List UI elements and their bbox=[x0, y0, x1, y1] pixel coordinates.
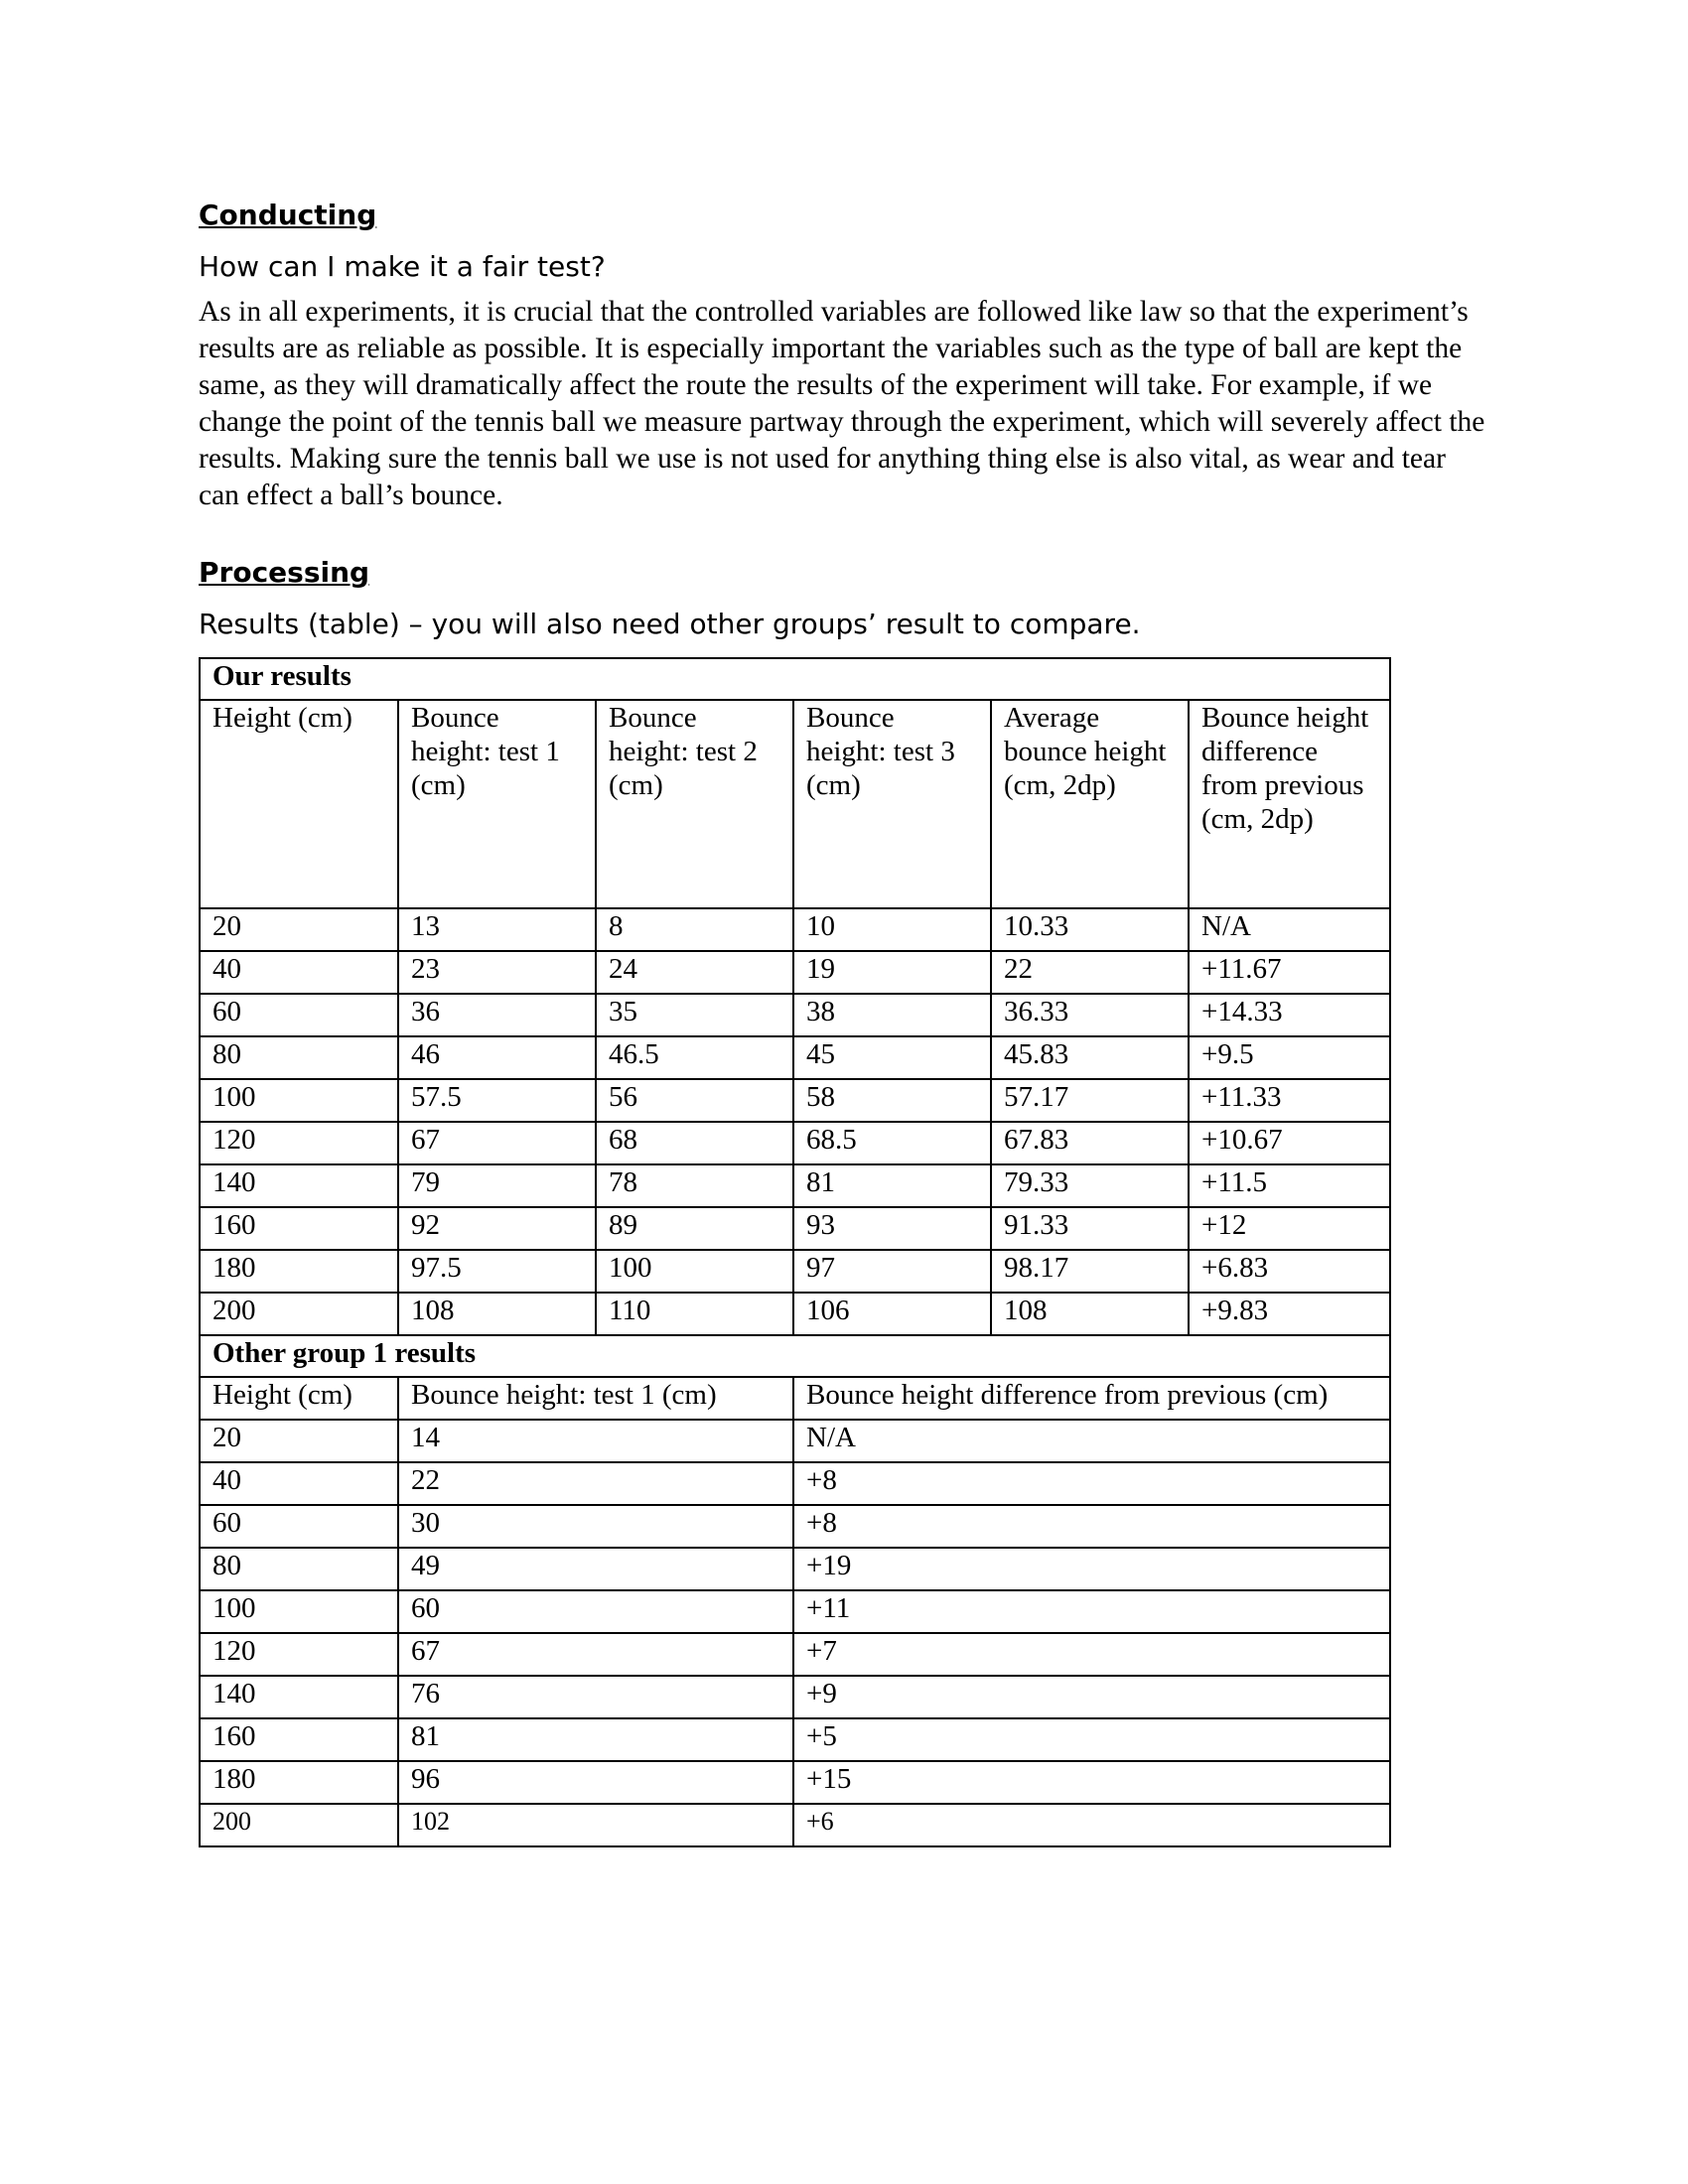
table-cell: +11 bbox=[793, 1590, 1390, 1633]
table-cell: 180 bbox=[200, 1250, 398, 1293]
table-cell: 97 bbox=[793, 1250, 991, 1293]
other-header-difference: Bounce height difference from previous (cm) bbox=[793, 1377, 1390, 1420]
table-cell: 67 bbox=[398, 1122, 596, 1164]
table-cell: 160 bbox=[200, 1718, 398, 1761]
table-row bbox=[200, 1633, 1390, 1676]
table-row bbox=[200, 1036, 1390, 1079]
table-cell: 60 bbox=[398, 1590, 793, 1633]
table-cell: 20 bbox=[200, 908, 398, 951]
table-cell: 22 bbox=[991, 951, 1189, 994]
document-page bbox=[199, 199, 1489, 1847]
table-cell: 10 bbox=[793, 908, 991, 951]
header-difference: Bounce height difference from previous (cm, 2dp) bbox=[1189, 700, 1390, 908]
table-cell: 97.5 bbox=[398, 1250, 596, 1293]
header-test-3: Bounce height: test 3 (cm) bbox=[793, 700, 991, 908]
table-cell: 81 bbox=[793, 1164, 991, 1207]
table-cell: 35 bbox=[596, 994, 793, 1036]
table-cell: 180 bbox=[200, 1761, 398, 1804]
table-row bbox=[200, 1761, 1390, 1804]
other-group-1-title-row bbox=[200, 1335, 1390, 1377]
table-row bbox=[200, 1420, 1390, 1462]
table-cell: 68 bbox=[596, 1122, 793, 1164]
table-cell: 36 bbox=[398, 994, 596, 1036]
table-cell: 58 bbox=[793, 1079, 991, 1122]
other-group-1-header-row bbox=[200, 1377, 1390, 1420]
table-cell: 38 bbox=[793, 994, 991, 1036]
table-cell: 57.5 bbox=[398, 1079, 596, 1122]
table-row bbox=[200, 1548, 1390, 1590]
other-header-height: Height (cm) bbox=[200, 1377, 398, 1420]
table-cell: 140 bbox=[200, 1676, 398, 1718]
other-header-test-1: Bounce height: test 1 (cm) bbox=[398, 1377, 793, 1420]
table-cell: +9.5 bbox=[1189, 1036, 1390, 1079]
table-row bbox=[200, 1250, 1390, 1293]
table-cell: 106 bbox=[793, 1293, 991, 1335]
table-cell: 91.33 bbox=[991, 1207, 1189, 1250]
table-cell: 96 bbox=[398, 1761, 793, 1804]
table-cell: 19 bbox=[793, 951, 991, 994]
header-test-1: Bounce height: test 1 (cm) bbox=[398, 700, 596, 908]
table-cell: 100 bbox=[200, 1079, 398, 1122]
table-cell: 89 bbox=[596, 1207, 793, 1250]
table-cell: +11.67 bbox=[1189, 951, 1390, 994]
table-cell: 120 bbox=[200, 1633, 398, 1676]
table-cell: 98.17 bbox=[991, 1250, 1189, 1293]
table-cell: 79 bbox=[398, 1164, 596, 1207]
table-row bbox=[200, 1293, 1390, 1335]
table-row bbox=[200, 1590, 1390, 1633]
table-cell: 22 bbox=[398, 1462, 793, 1505]
table-cell: N/A bbox=[793, 1420, 1390, 1462]
table-cell: 140 bbox=[200, 1164, 398, 1207]
other-group-1-title: Other group 1 results bbox=[200, 1335, 1390, 1377]
table-cell: 80 bbox=[200, 1036, 398, 1079]
processing-heading: Processing bbox=[199, 556, 370, 589]
table-cell: 46 bbox=[398, 1036, 596, 1079]
table-cell: +6.83 bbox=[1189, 1250, 1390, 1293]
table-cell: 108 bbox=[398, 1293, 596, 1335]
table-cell: 93 bbox=[793, 1207, 991, 1250]
table-cell: 8 bbox=[596, 908, 793, 951]
table-cell: +9.83 bbox=[1189, 1293, 1390, 1335]
table-cell: 24 bbox=[596, 951, 793, 994]
table-row bbox=[200, 908, 1390, 951]
table-cell: 30 bbox=[398, 1505, 793, 1548]
table-cell: 120 bbox=[200, 1122, 398, 1164]
table-cell: +6 bbox=[793, 1804, 1390, 1846]
table-cell: 92 bbox=[398, 1207, 596, 1250]
table-row bbox=[200, 1676, 1390, 1718]
table-cell: 76 bbox=[398, 1676, 793, 1718]
table-cell: +7 bbox=[793, 1633, 1390, 1676]
table-cell: 102 bbox=[398, 1804, 793, 1846]
table-cell: 45.83 bbox=[991, 1036, 1189, 1079]
table-cell: 40 bbox=[200, 951, 398, 994]
table-cell: +11.33 bbox=[1189, 1079, 1390, 1122]
table-cell: 60 bbox=[200, 994, 398, 1036]
other-group-1-body bbox=[200, 1335, 1390, 1846]
table-cell: 56 bbox=[596, 1079, 793, 1122]
table-row bbox=[200, 1462, 1390, 1505]
table-cell: 20 bbox=[200, 1420, 398, 1462]
our-results-title-row bbox=[200, 658, 1390, 700]
table-cell: 14 bbox=[398, 1420, 793, 1462]
table-cell: +5 bbox=[793, 1718, 1390, 1761]
table-cell: 67 bbox=[398, 1633, 793, 1676]
table-cell: 57.17 bbox=[991, 1079, 1189, 1122]
results-table bbox=[199, 657, 1391, 1847]
table-cell: +10.67 bbox=[1189, 1122, 1390, 1164]
table-cell: 108 bbox=[991, 1293, 1189, 1335]
table-cell: +9 bbox=[793, 1676, 1390, 1718]
table-cell: 67.83 bbox=[991, 1122, 1189, 1164]
table-row bbox=[200, 1122, 1390, 1164]
table-cell: +14.33 bbox=[1189, 994, 1390, 1036]
header-test-2: Bounce height: test 2 (cm) bbox=[596, 700, 793, 908]
table-cell: N/A bbox=[1189, 908, 1390, 951]
table-cell: 100 bbox=[200, 1590, 398, 1633]
table-cell: 68.5 bbox=[793, 1122, 991, 1164]
table-cell: 80 bbox=[200, 1548, 398, 1590]
our-results-header-row bbox=[200, 700, 1390, 908]
table-cell: 10.33 bbox=[991, 908, 1189, 951]
table-cell: 36.33 bbox=[991, 994, 1189, 1036]
table-cell: 110 bbox=[596, 1293, 793, 1335]
table-cell: 81 bbox=[398, 1718, 793, 1761]
table-cell: 100 bbox=[596, 1250, 793, 1293]
table-cell: 40 bbox=[200, 1462, 398, 1505]
processing-subtitle: Results (table) – you will also need other groups’ result to compare. bbox=[199, 608, 1141, 640]
table-cell: 79.33 bbox=[991, 1164, 1189, 1207]
table-row bbox=[200, 1207, 1390, 1250]
table-row bbox=[200, 1164, 1390, 1207]
fair-test-question: How can I make it a fair test? bbox=[199, 250, 606, 283]
table-cell: +12 bbox=[1189, 1207, 1390, 1250]
table-cell: +19 bbox=[793, 1548, 1390, 1590]
header-height: Height (cm) bbox=[200, 700, 398, 908]
our-results-body bbox=[200, 658, 1390, 1335]
table-row bbox=[200, 1804, 1390, 1846]
table-cell: 49 bbox=[398, 1548, 793, 1590]
our-results-title: Our results bbox=[200, 658, 1390, 700]
table-cell: 45 bbox=[793, 1036, 991, 1079]
table-row bbox=[200, 1079, 1390, 1122]
table-cell: +11.5 bbox=[1189, 1164, 1390, 1207]
table-cell: 200 bbox=[200, 1293, 398, 1335]
table-cell: +8 bbox=[793, 1505, 1390, 1548]
table-cell: 46.5 bbox=[596, 1036, 793, 1079]
table-cell: +8 bbox=[793, 1462, 1390, 1505]
table-row bbox=[200, 1718, 1390, 1761]
header-average: Average bounce height (cm, 2dp) bbox=[991, 700, 1189, 908]
table-cell: 23 bbox=[398, 951, 596, 994]
conducting-paragraph: As in all experiments, it is crucial that the controlled variables are followed like law so that the experiment’s results are as reliable as possible. It is especially important the variables such as the type of ball are kept the same, as they will dramatically affect the route the results of the experiment will take. For example, if we change the point of the tennis ball we measure partway through the experiment, which will severely affect the results. Making sure the tennis ball we use is not used for anything thing else is also vital, as wear and tear can effect a ball’s bounce. bbox=[199, 296, 1485, 511]
table-cell: 200 bbox=[200, 1804, 398, 1846]
table-cell: 13 bbox=[398, 908, 596, 951]
table-row bbox=[200, 994, 1390, 1036]
table-cell: 60 bbox=[200, 1505, 398, 1548]
table-cell: 78 bbox=[596, 1164, 793, 1207]
conducting-heading: Conducting bbox=[199, 199, 377, 231]
table-row bbox=[200, 951, 1390, 994]
table-cell: 160 bbox=[200, 1207, 398, 1250]
table-cell: +15 bbox=[793, 1761, 1390, 1804]
table-row bbox=[200, 1505, 1390, 1548]
